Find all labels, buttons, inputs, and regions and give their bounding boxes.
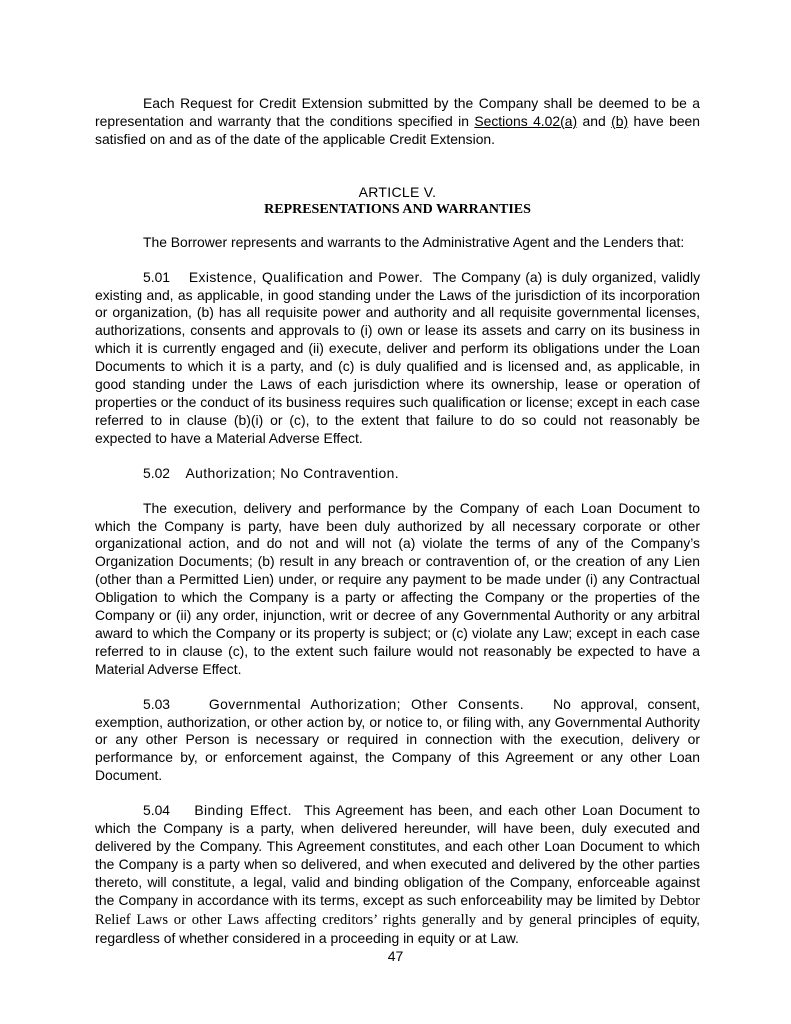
lead-in-paragraph: The Borrower represents and warrants to the Administrative Agent and the Lenders that: — [143, 233, 685, 250]
article-title: REPRESENTATIONS AND WARRANTIES — [264, 201, 531, 217]
section-5-02-heading — [95, 465, 700, 483]
section-body: The Company (a) is duly organized, validly existing and, as applicable, in good standing under the Laws of the jurisdiction of its incorporation or organization, (b) has all requisite power and authority and all requisite governmental licenses, authorizations, consents and approvals to (i) own or lease its assets and carry on its business in which it is currently engaged and (ii) execute, deliver and perform its obligations under the Loan Documents to which it is a party, and (c) is duly qualified and is licensed and, as applicable, in good standing under the Laws of each jurisdiction where its ownership, lease or operation of properties or the conduct of its business requires such qualification or license; except in each case referred to in clause (b)(i) or (c), to the extent that failure to do so could not reasonably be expected to have a Material Adverse Effect. — [95, 268, 701, 446]
section-title: Governmental Authorization; Other Consents. — [208, 695, 524, 712]
section-title: Existence, Qualification and Power. — [188, 268, 424, 285]
intro-paragraph — [95, 95, 700, 149]
section-body-part-3: principles of equity, regardless of whether considered in a proceeding in equity or at Law. — [95, 910, 701, 946]
document-page — [95, 95, 700, 947]
intro-text-after: have been satisfied on and as of the date of the applicable Credit Extension. — [95, 112, 701, 147]
section-body: No approval, consent, exemption, authorization, or other action by, or notice to, or filing with, any Governmental Authority or any other Person is necessary or required in connection with the execution, delivery or performance by, or enforcement against, the Company of this Agreement or any other Loan Document. — [95, 695, 700, 784]
section-5-04 — [95, 802, 700, 947]
section-link-4-02a[interactable]: Sections 4.02(a) — [474, 112, 578, 129]
section-body-part-1: This Agreement has been, and each other Loan Document to which the Company is a party, when delivered hereunder, will have been, duly executed and delivered by the Company. This Agreement constitutes, and each other Loan Document to which the Company is a party when so delivered, and when executed and delivered by the other parties thereto, will constitute, a legal, valid and binding obligation of the Company, enforceable against the Company in accordance with its terms, except as such enforceability may be limited — [95, 802, 701, 908]
section-title: Authorization; No Contravention. — [185, 464, 400, 481]
section-number: 5.01 — [143, 268, 171, 285]
section-number: 5.04 — [143, 802, 171, 819]
section-link-4-02b[interactable]: (b) — [611, 112, 629, 129]
section-title: Binding Effect. — [194, 802, 292, 819]
section-5-02-body: The execution, delivery and performance by the Company of each Loan Document to which the Company is party, have been duly authorized by all necessary corporate or other organizational action, and do not and will not (a) violate the terms of any of the Company’s Organization Documents; (b) result in any breach or contravention of, or the creation of any Lien (other than a Permitted Lien) under, or require any payment to be made under (i) any Contractual Obligation to which the Company is a party or affecting the Company or the properties of the Company or (ii) any order, injunction, writ or decree of any Governmental Authority or any arbitral award to which the Company or its property is subject; or (c) violate any Law; except in each case referred to in clause (c), to the extent such failure would not reasonably be expected to have a Material Adverse Effect. — [95, 499, 700, 677]
section-5-03 — [95, 696, 700, 786]
section-number: 5.02 — [143, 464, 171, 481]
section-5-01 — [95, 269, 700, 448]
section-body-part-2: by Debtor Relief Laws or other Laws affecting creditors’ rights generally and by general — [95, 892, 700, 928]
intro-text-and: and — [577, 112, 612, 129]
intro-text-before: Each Request for Credit Extension submitted by the Company shall be deemed to be a representation and warranty that the conditions specified in — [95, 95, 700, 129]
section-number: 5.03 — [143, 695, 171, 712]
page-number: 47 — [387, 948, 404, 964]
article-number: ARTICLE V. — [358, 183, 437, 200]
